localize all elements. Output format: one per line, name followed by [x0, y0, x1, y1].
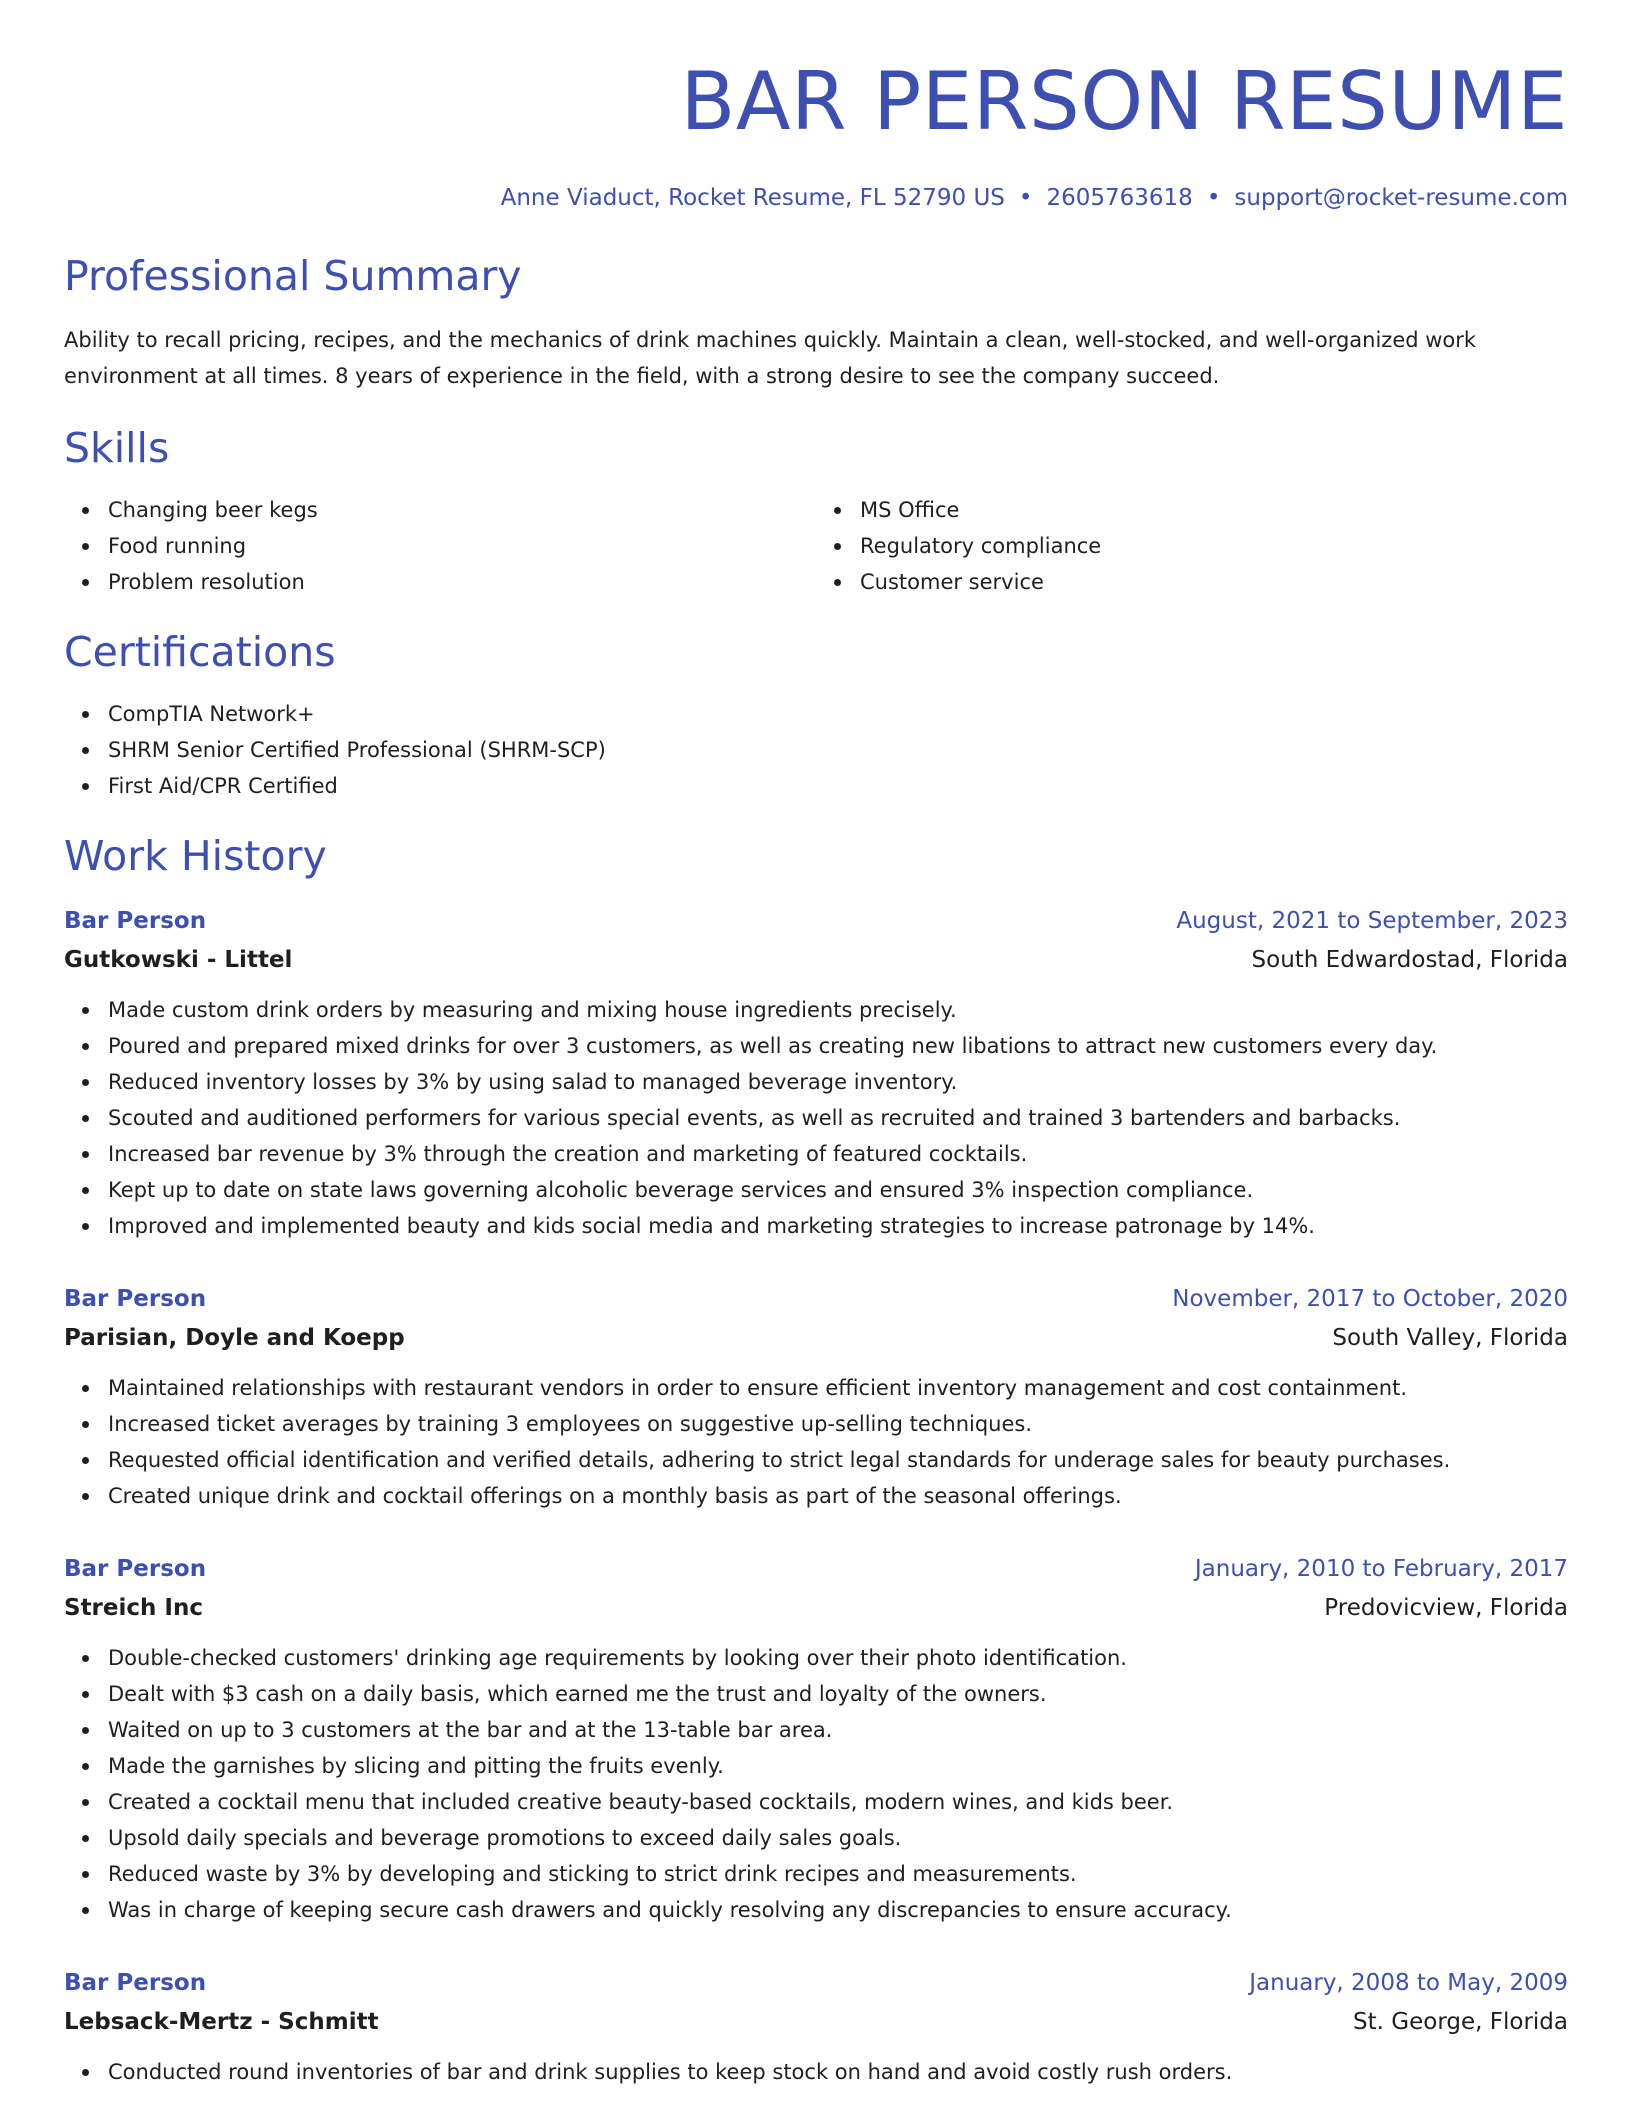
job-bullets — [64, 1640, 1568, 1928]
job-bullet: Improved and implemented beauty and kids social media and marketing strategies to increase patronage by 14%. — [108, 1208, 1568, 1244]
contact-phone: 2605763618 — [1046, 185, 1193, 211]
job-title: Bar Person — [64, 1286, 207, 1312]
job-bullet: Maintained relationships with restaurant vendors in order to ensure efficient inventory management and cost containment. — [108, 1370, 1568, 1406]
job-bullet: Was in charge of keeping secure cash drawers and quickly resolving any discrepancies to ensure accuracy. — [108, 1892, 1568, 1928]
job-location: South Valley, Florida — [1332, 1325, 1568, 1351]
job-bullet: Requested official identification and verified details, adhering to strict legal standards for underage sales for beauty purchases. — [108, 1442, 1568, 1478]
job-bullet: Increased ticket averages by training 3 employees on suggestive up-selling techniques. — [108, 1406, 1568, 1442]
job-dates: January, 2008 to May, 2009 — [1249, 1970, 1568, 1996]
work-history-section — [64, 830, 1568, 2090]
job-bullet: Made the garnishes by slicing and pitting the fruits evenly. — [108, 1748, 1568, 1784]
job-header-row — [64, 902, 1568, 940]
skills-section — [64, 422, 1568, 600]
job-company-row — [64, 1318, 1568, 1358]
skill-item: Customer service — [860, 564, 1568, 600]
resume-title: BAR PERSON RESUME — [680, 55, 1568, 148]
skill-item: Problem resolution — [108, 564, 816, 600]
job-bullet: Upsold daily specials and beverage promotions to exceed daily sales goals. — [108, 1820, 1568, 1856]
skill-item: Food running — [108, 528, 816, 564]
job-header-row — [64, 1280, 1568, 1318]
skill-item: MS Office — [860, 492, 1568, 528]
job-dates: August, 2021 to September, 2023 — [1176, 908, 1568, 934]
certification-item: First Aid/CPR Certified — [108, 768, 1568, 804]
contact-separator: • — [1018, 185, 1033, 211]
job-bullet: Kept up to date on state laws governing alcoholic beverage services and ensured 3% inspection compliance. — [108, 1172, 1568, 1208]
job-company-row — [64, 2002, 1568, 2042]
job-bullets — [64, 992, 1568, 1244]
job-bullet: Increased bar revenue by 3% through the creation and marketing of featured cocktails. — [108, 1136, 1568, 1172]
certification-item: SHRM Senior Certified Professional (SHRM-SCP) — [108, 732, 1568, 768]
summary-heading: Professional Summary — [64, 252, 522, 300]
job-location: Predovicview, Florida — [1324, 1595, 1568, 1621]
contact-address: Anne Viaduct, Rocket Resume, FL 52790 US — [500, 185, 1005, 211]
job-dates: November, 2017 to October, 2020 — [1172, 1286, 1568, 1312]
job-entry — [64, 902, 1568, 1244]
job-company-row — [64, 1588, 1568, 1628]
skill-item: Changing beer kegs — [108, 492, 816, 528]
skills-columns — [64, 492, 1568, 600]
contact-separator: • — [1206, 185, 1221, 211]
job-bullet: Scouted and auditioned performers for various special events, as well as recruited and trained 3 bartenders and barbacks. — [108, 1100, 1568, 1136]
job-bullet: Dealt with $3 cash on a daily basis, which earned me the trust and loyalty of the owners. — [108, 1676, 1568, 1712]
job-header-row — [64, 1964, 1568, 2002]
job-bullet: Created unique drink and cocktail offerings on a monthly basis as part of the seasonal offerings. — [108, 1478, 1568, 1514]
skill-item: Regulatory compliance — [860, 528, 1568, 564]
job-company: Gutkowski - Littel — [64, 947, 293, 973]
certifications-section — [64, 626, 1568, 804]
job-company-row — [64, 940, 1568, 980]
job-bullet: Poured and prepared mixed drinks for over 3 customers, as well as creating new libations to attract new customers every day. — [108, 1028, 1568, 1064]
job-entry — [64, 1280, 1568, 1514]
job-location: South Edwardostad, Florida — [1251, 947, 1568, 973]
job-header-row — [64, 1550, 1568, 1588]
job-bullet: Double-checked customers' drinking age requirements by looking over their photo identification. — [108, 1640, 1568, 1676]
job-company: Streich Inc — [64, 1595, 203, 1621]
job-bullets — [64, 1370, 1568, 1514]
contact-line — [64, 182, 1568, 214]
contact-email[interactable]: support@rocket-resume.com — [1234, 185, 1568, 211]
job-bullets — [64, 2054, 1568, 2090]
work-history-heading: Work History — [64, 832, 327, 880]
job-title: Bar Person — [64, 1556, 207, 1582]
job-bullet: Conducted round inventories of bar and drink supplies to keep stock on hand and avoid costly rush orders. — [108, 2054, 1568, 2090]
skills-list-left — [64, 492, 816, 600]
job-location: St. George, Florida — [1353, 2009, 1568, 2035]
job-bullet: Created a cocktail menu that included creative beauty-based cocktails, modern wines, and kids beer. — [108, 1784, 1568, 1820]
job-bullet: Reduced inventory losses by 3% by using salad to managed beverage inventory. — [108, 1064, 1568, 1100]
job-company: Parisian, Doyle and Koepp — [64, 1325, 405, 1351]
job-company: Lebsack-Mertz - Schmitt — [64, 2009, 379, 2035]
job-entry — [64, 1964, 1568, 2090]
job-entry — [64, 1550, 1568, 1928]
summary-text: Ability to recall pricing, recipes, and the mechanics of drink machines quickly. Maintain a clean, well-stocked, and well-organized work environment at all times. 8 years of experience in the field, with a strong desire to see the company succeed. — [64, 328, 1477, 388]
job-dates: January, 2010 to February, 2017 — [1194, 1556, 1568, 1582]
certifications-heading: Certifications — [64, 628, 336, 676]
job-bullet: Reduced waste by 3% by developing and sticking to strict drink recipes and measurements. — [108, 1856, 1568, 1892]
job-bullet: Made custom drink orders by measuring and mixing house ingredients precisely. — [108, 992, 1568, 1028]
skills-heading: Skills — [64, 424, 170, 472]
job-title: Bar Person — [64, 1970, 207, 1996]
skills-list-right — [816, 492, 1568, 600]
certifications-list — [64, 696, 1568, 804]
job-title: Bar Person — [64, 908, 207, 934]
summary-section — [64, 250, 1568, 394]
job-bullet: Waited on up to 3 customers at the bar and at the 13-table bar area. — [108, 1712, 1568, 1748]
certification-item: CompTIA Network+ — [108, 696, 1568, 732]
